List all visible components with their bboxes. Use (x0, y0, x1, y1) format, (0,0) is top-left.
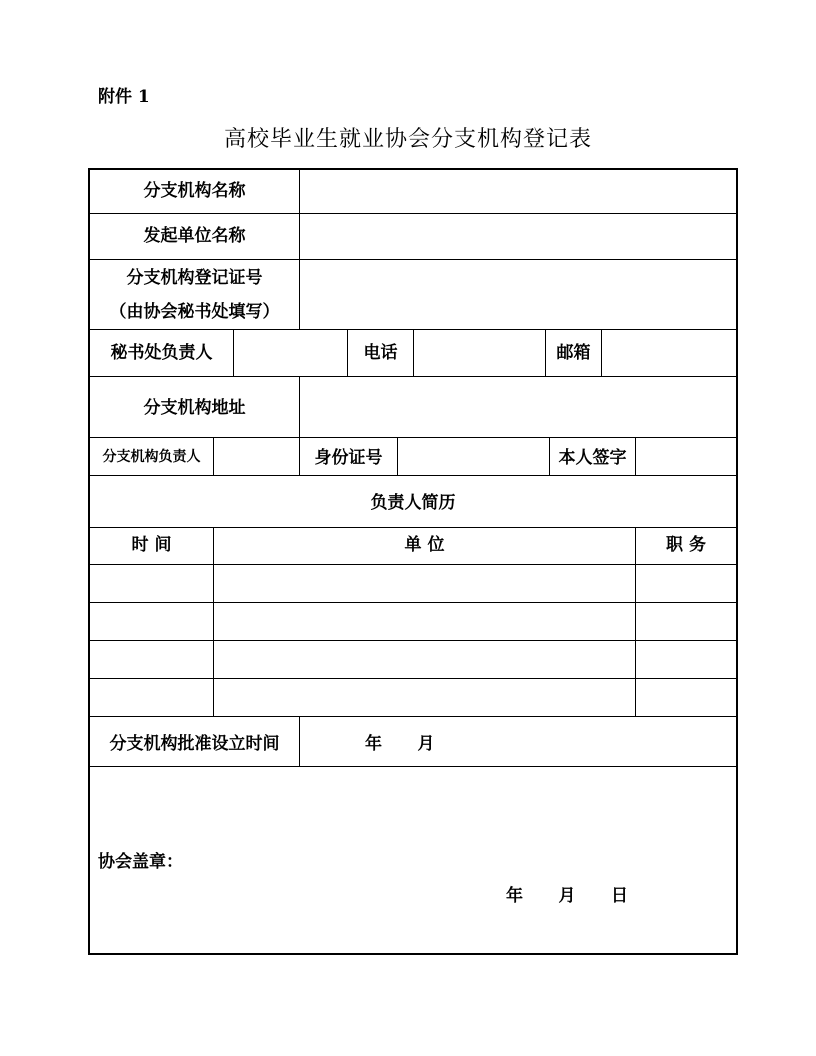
resume-position-cell[interactable] (636, 603, 736, 640)
registration-form (88, 168, 738, 955)
resume-unit-cell[interactable] (214, 679, 635, 716)
branch-address-label: 分支机构地址 (143, 398, 246, 418)
secretariat-head-field[interactable] (234, 330, 347, 376)
initiator-name-label: 发起单位名称 (143, 226, 246, 246)
resume-position-cell[interactable] (636, 565, 736, 602)
id-no-label: 身份证号 (314, 448, 383, 468)
phone-label: 电话 (363, 343, 398, 363)
resume-unit-cell[interactable] (214, 565, 635, 602)
page-title: 高校毕业生就业协会分支机构登记表 (223, 127, 592, 152)
resume-time-cell[interactable] (90, 565, 213, 602)
initiator-name-field[interactable] (300, 214, 736, 259)
id-no-field[interactable] (398, 438, 549, 475)
resume-position-cell[interactable] (636, 679, 736, 716)
row-divider (90, 716, 736, 717)
resume-col-position: 职 务 (666, 535, 706, 555)
reg-cert-field[interactable] (300, 260, 736, 329)
signature-label: 本人签字 (558, 448, 627, 468)
reg-cert-note: （由协会秘书处填写） (109, 302, 280, 322)
phone-field[interactable] (414, 330, 545, 376)
resume-title: 负责人简历 (370, 493, 456, 513)
resume-time-cell[interactable] (90, 679, 213, 716)
seal-label: 协会盖章： (98, 852, 183, 872)
resume-col-unit: 单 位 (404, 535, 445, 555)
branch-name-label: 分支机构名称 (143, 181, 246, 201)
resume-time-cell[interactable] (90, 603, 213, 640)
resume-unit-cell[interactable] (214, 603, 635, 640)
branch-name-field[interactable] (300, 170, 736, 213)
row-divider (90, 475, 736, 476)
seal-date[interactable]: 年 月 日 (506, 886, 629, 906)
signature-field[interactable] (636, 438, 736, 475)
row-divider (90, 766, 736, 767)
approval-date-label: 分支机构批准设立时间 (109, 734, 280, 754)
email-label: 邮箱 (556, 343, 591, 363)
col-divider (299, 716, 300, 767)
secretariat-head-label: 秘书处负责人 (110, 343, 213, 363)
resume-position-cell[interactable] (636, 641, 736, 678)
resume-col-time: 时 间 (131, 535, 172, 555)
branch-head-label: 分支机构负责人 (102, 449, 201, 465)
reg-cert-label: 分支机构登记证号 (126, 268, 263, 288)
email-field[interactable] (602, 330, 736, 376)
approval-date-value[interactable]: 年 月 (365, 734, 435, 754)
row-divider (90, 527, 736, 528)
resume-unit-cell[interactable] (214, 641, 635, 678)
branch-address-field[interactable] (300, 377, 736, 437)
resume-time-cell[interactable] (90, 641, 213, 678)
attachment-label: 附件 1 (98, 87, 150, 107)
branch-head-field[interactable] (214, 438, 299, 475)
